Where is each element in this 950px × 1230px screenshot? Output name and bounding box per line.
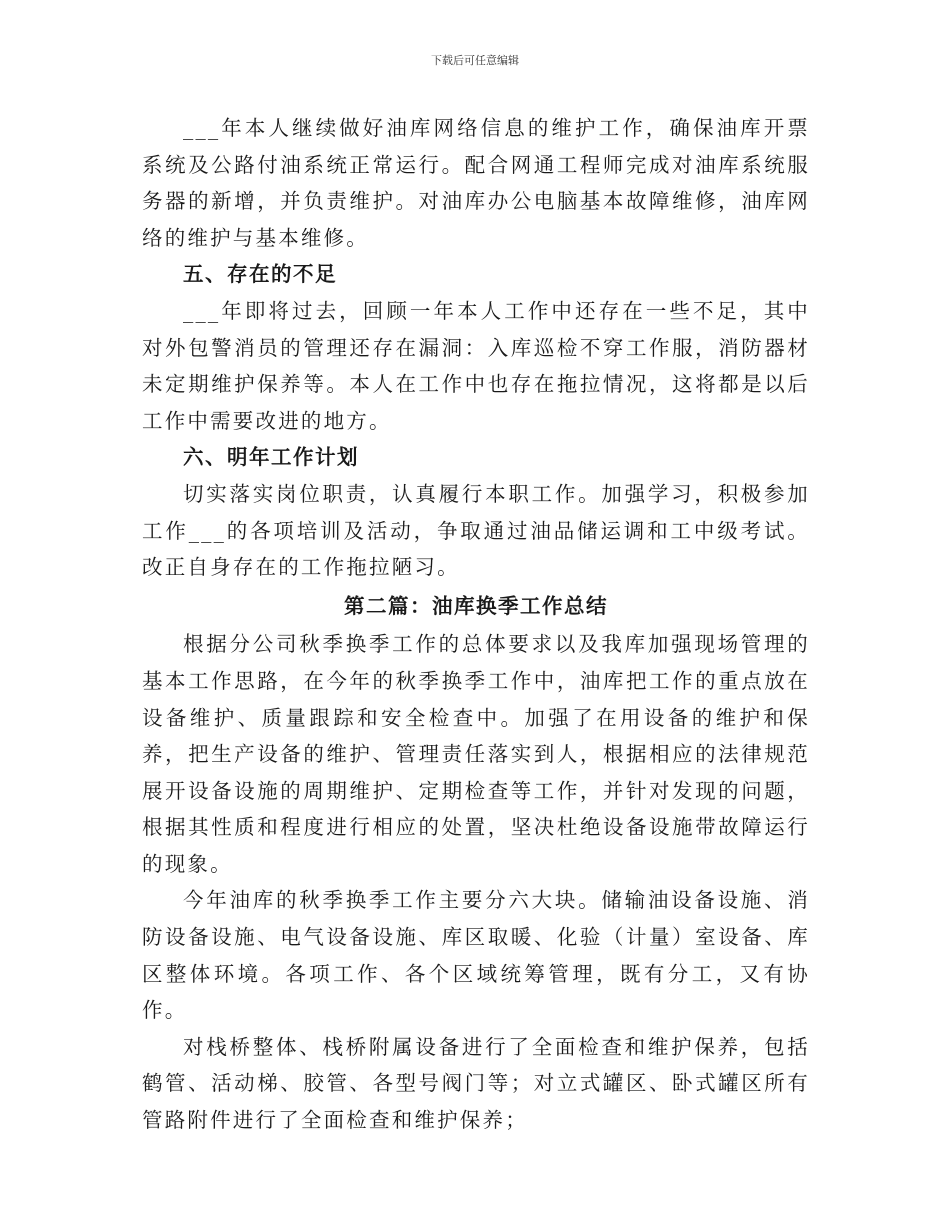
paragraph-next-year-plan: 切实落实岗位职责，认真履行本职工作。加强学习，积极参加工作___的各项培训及活动，争取通过油品储运调和工中级考试。改正自身存在的工作拖拉陋习。 xyxy=(142,481,810,580)
paragraph-shortcomings: ___年即将过去，回顾一年本人工作中还存在一些不足，其中对外包警消员的管理还存在漏洞：入库巡检不穿工作服，消防器材未定期维护保养等。本人在工作中也存在拖拉情况，这将都是以后工作中需要改进的地方。 xyxy=(142,298,810,433)
paragraph-season-change-intro: 根据分公司秋季换季工作的总体要求以及我库加强现场管理的基本工作思路，在今年的秋季换季工作中，油库把工作的重点放在设备维护、质量跟踪和安全检查中。加强了在用设备的维护和保养，把生产设备的维护、管理责任落实到人，根据相应的法律规范展开设备设施的周期维护、定期检查等工作，并针对发现的问题，根据其性质和程度进行相应的处置，坚决杜绝设备设施带故障运行的现象。 xyxy=(142,632,810,876)
section-title-part-two: 第二篇：油库换季工作总结 xyxy=(344,593,608,618)
paragraph-trestle-maintenance: 对栈桥整体、栈桥附属设备进行了全面检查和维护保养，包括鹤管、活动梯、胶管、各型号阀门等；对立式罐区、卧式罐区所有管路附件进行了全面检查和维护保养； xyxy=(142,1034,810,1133)
heading-next-year-plan: 六、明年工作计划 xyxy=(183,445,359,470)
heading-shortcomings: 五、存在的不足 xyxy=(183,262,337,287)
paragraph-network-maintenance: ___年本人继续做好油库网络信息的维护工作，确保油库开票系统及公路付油系统正常运行。配合网通工程师完成对油库系统服务器的新增，并负责维护。对油库办公电脑基本故障维修，油库网络的维护与基本维修。 xyxy=(142,116,810,250)
page-header-note: 下载后可任意编辑 xyxy=(431,54,519,67)
paragraph-six-work-blocks: 今年油库的秋季换季工作主要分六大块。储输油设备设施、消防设备设施、电气设备设施、库区取暖、化验（计量）室设备、库区整体环境。各项工作、各个区域统筹管理，既有分工，又有协作。 xyxy=(142,888,810,1023)
document-body xyxy=(142,110,810,1139)
